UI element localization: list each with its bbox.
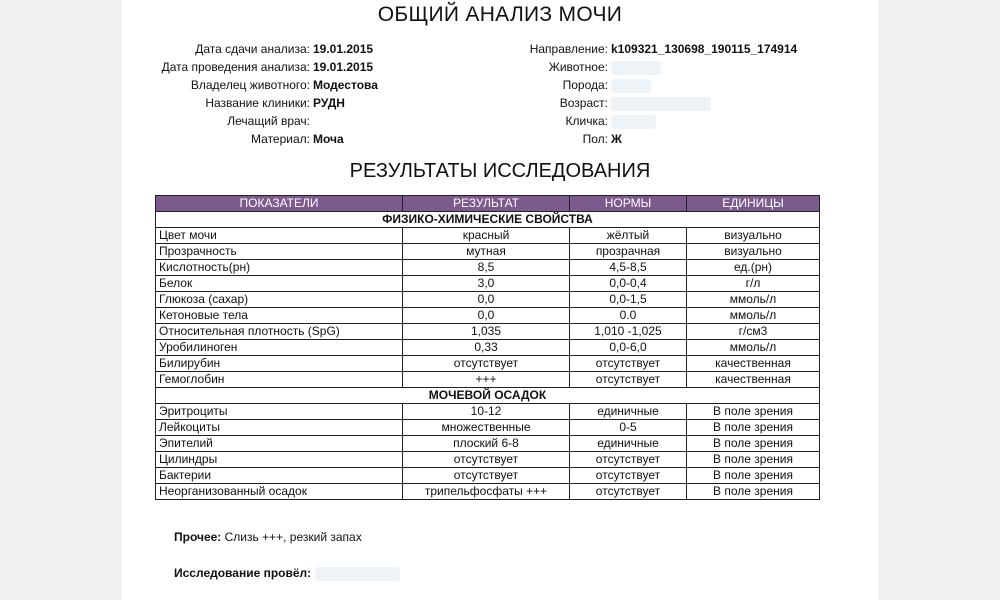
- info-value-redacted: [611, 77, 651, 93]
- table-row: [156, 292, 820, 308]
- results-title: РЕЗУЛЬТАТЫ ИССЛЕДОВАНИЯ: [349, 160, 651, 182]
- parameter-cell: Эпителий: [156, 436, 403, 452]
- info-value: Ж: [611, 132, 622, 146]
- unit-cell: В поле зрения: [687, 404, 820, 420]
- info-label: Кличка:: [565, 114, 608, 128]
- table-row: [156, 484, 820, 500]
- info-value: Модестова: [313, 78, 378, 92]
- info-value: Моча: [313, 132, 344, 146]
- unit-cell: визуально: [687, 228, 820, 244]
- table-row: [156, 468, 820, 484]
- info-row: [122, 41, 878, 57]
- table-row: [156, 436, 820, 452]
- table-row: [156, 340, 820, 356]
- parameter-cell: Кетоновые тела: [156, 308, 403, 324]
- info-row: [122, 131, 878, 147]
- result-cell: 10-12: [403, 404, 570, 420]
- result-cell: +++: [403, 372, 570, 388]
- info-label: Лечащий врач:: [227, 114, 310, 128]
- info-label: Дата проведения анализа:: [161, 60, 310, 74]
- result-cell: отсутствует: [403, 452, 570, 468]
- result-cell: трипельфосфаты +++: [403, 484, 570, 500]
- table-row: [156, 420, 820, 436]
- unit-cell: ммоль/л: [687, 292, 820, 308]
- info-value-redacted: [611, 95, 711, 111]
- parameter-cell: Гемоглобин: [156, 372, 403, 388]
- info-value-redacted: [611, 59, 661, 75]
- parameter-cell: Белок: [156, 276, 403, 292]
- unit-cell: качественная: [687, 356, 820, 372]
- section-row: [156, 212, 820, 228]
- table-row: [156, 244, 820, 260]
- result-cell: 1,035: [403, 324, 570, 340]
- info-label: Направление:: [529, 42, 608, 56]
- unit-cell: качественная: [687, 372, 820, 388]
- report-title: ОБЩИЙ АНАЛИЗ МОЧИ: [377, 3, 623, 26]
- section-row: [156, 388, 820, 404]
- other-label: Прочее:: [174, 530, 222, 544]
- norm-cell: единичные: [570, 436, 687, 452]
- norm-cell: отсутствует: [570, 452, 687, 468]
- info-value-redacted: [611, 113, 656, 129]
- result-cell: 3,0: [403, 276, 570, 292]
- parameter-cell: Относительная плотность (SpG): [156, 324, 403, 340]
- info-label: Владелец животного:: [190, 78, 310, 92]
- column-header: ЕДИНИЦЫ: [687, 196, 820, 212]
- column-header: НОРМЫ: [570, 196, 687, 212]
- info-row: [122, 59, 878, 75]
- parameter-cell: Цилиндры: [156, 452, 403, 468]
- table-row: [156, 372, 820, 388]
- parameter-cell: Кислотность(рн): [156, 260, 403, 276]
- other-value: Слизь +++, резкий запах: [224, 530, 362, 544]
- norm-cell: отсутствует: [570, 468, 687, 484]
- unit-cell: визуально: [687, 244, 820, 260]
- table-row: [156, 404, 820, 420]
- unit-cell: В поле зрения: [687, 468, 820, 484]
- result-cell: мутная: [403, 244, 570, 260]
- table-row: [156, 228, 820, 244]
- section-title: ФИЗИКО-ХИМИЧЕСКИЕ СВОЙСТВА: [156, 212, 820, 228]
- performed-by-label: Исследование провёл:: [174, 566, 312, 580]
- parameter-cell: Лейкоциты: [156, 420, 403, 436]
- parameter-cell: Уробилиноген: [156, 340, 403, 356]
- parameter-cell: Бактерии: [156, 468, 403, 484]
- info-label: Название клиники:: [205, 96, 310, 110]
- result-cell: 0,0: [403, 292, 570, 308]
- section-title: МОЧЕВОЙ ОСАДОК: [156, 388, 820, 404]
- table-header-row: [156, 196, 820, 212]
- other-notes: [174, 530, 362, 544]
- norm-cell: единичные: [570, 404, 687, 420]
- unit-cell: г/см3: [687, 324, 820, 340]
- unit-cell: В поле зрения: [687, 452, 820, 468]
- unit-cell: ед.(рн): [687, 260, 820, 276]
- column-header: ПОКАЗАТЕЛИ: [156, 196, 403, 212]
- norm-cell: отсутствует: [570, 372, 687, 388]
- info-value: РУДН: [313, 96, 345, 110]
- info-value: k109321_130698_190115_174914: [611, 42, 798, 56]
- norm-cell: 4,5-8,5: [570, 260, 687, 276]
- parameter-cell: Глюкоза (сахар): [156, 292, 403, 308]
- norm-cell: 0,0-1,5: [570, 292, 687, 308]
- info-label: Животное:: [548, 60, 608, 74]
- performed-by-redacted: [315, 566, 400, 580]
- parameter-cell: Прозрачность: [156, 244, 403, 260]
- info-row: [122, 113, 878, 129]
- info-value: 19.01.2015: [313, 42, 374, 56]
- result-cell: отсутствует: [403, 468, 570, 484]
- unit-cell: ммоль/л: [687, 340, 820, 356]
- norm-cell: отсутствует: [570, 484, 687, 500]
- info-label: Дата сдачи анализа:: [195, 42, 310, 56]
- result-cell: 0,33: [403, 340, 570, 356]
- norm-cell: жёлтый: [570, 228, 687, 244]
- info-row: [122, 77, 878, 93]
- result-cell: плоский 6-8: [403, 436, 570, 452]
- parameter-cell: Эритроциты: [156, 404, 403, 420]
- results-table: [155, 195, 820, 500]
- norm-cell: 0,0-6,0: [570, 340, 687, 356]
- parameter-cell: Билирубин: [156, 356, 403, 372]
- norm-cell: прозрачная: [570, 244, 687, 260]
- report-page: [122, 0, 878, 600]
- unit-cell: В поле зрения: [687, 484, 820, 500]
- table-row: [156, 308, 820, 324]
- norm-cell: 0-5: [570, 420, 687, 436]
- result-cell: отсутствует: [403, 356, 570, 372]
- column-header: РЕЗУЛЬТАТ: [403, 196, 570, 212]
- info-label: Материал:: [251, 132, 310, 146]
- unit-cell: ммоль/л: [687, 308, 820, 324]
- unit-cell: г/л: [687, 276, 820, 292]
- table-row: [156, 452, 820, 468]
- norm-cell: 0,0-0,4: [570, 276, 687, 292]
- table-row: [156, 276, 820, 292]
- norm-cell: отсутствует: [570, 356, 687, 372]
- result-cell: 0,0: [403, 308, 570, 324]
- info-label: Порода:: [562, 78, 608, 92]
- result-cell: множественные: [403, 420, 570, 436]
- table-row: [156, 260, 820, 276]
- info-row: [122, 95, 878, 111]
- performed-by: [174, 566, 400, 581]
- unit-cell: В поле зрения: [687, 420, 820, 436]
- info-label: Возраст:: [559, 96, 608, 110]
- parameter-cell: Цвет мочи: [156, 228, 403, 244]
- info-value: 19.01.2015: [313, 60, 374, 74]
- result-cell: 8,5: [403, 260, 570, 276]
- info-label: Пол:: [582, 132, 608, 146]
- norm-cell: 1,010 -1,025: [570, 324, 687, 340]
- table-row: [156, 324, 820, 340]
- norm-cell: 0.0: [570, 308, 687, 324]
- table-row: [156, 356, 820, 372]
- unit-cell: В поле зрения: [687, 436, 820, 452]
- result-cell: красный: [403, 228, 570, 244]
- parameter-cell: Неорганизованный осадок: [156, 484, 403, 500]
